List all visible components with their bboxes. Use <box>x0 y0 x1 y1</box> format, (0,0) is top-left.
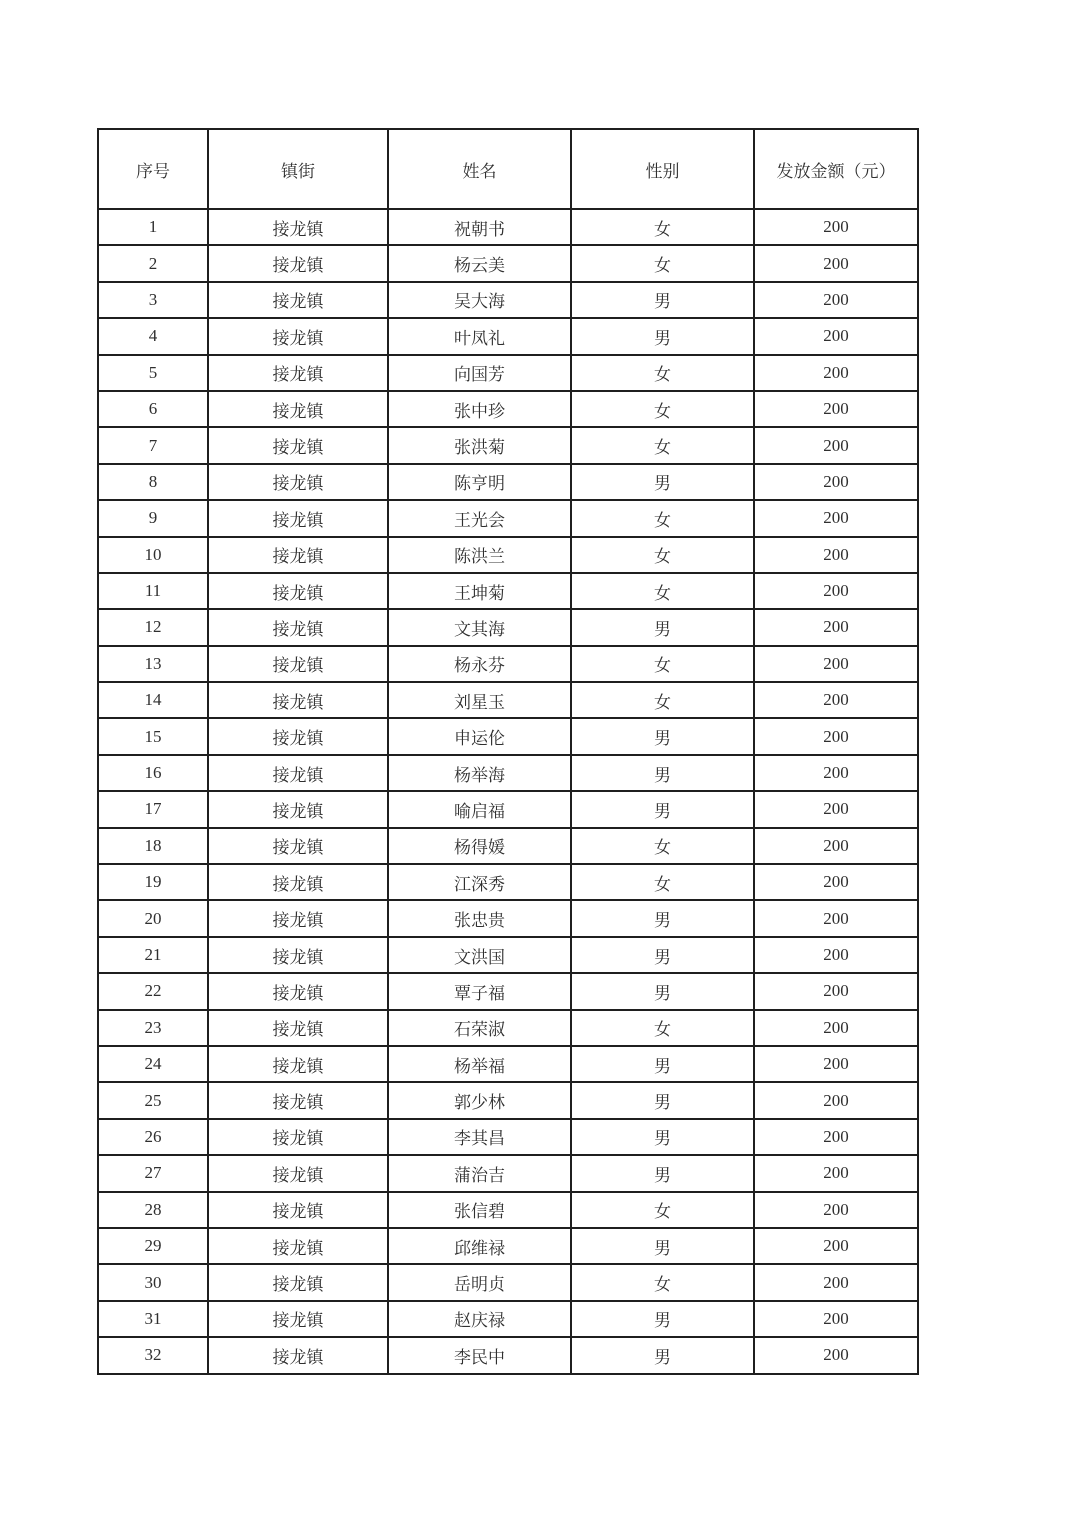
table-row <box>98 1192 918 1228</box>
table-row <box>98 1046 918 1082</box>
cell-amount: 200 <box>754 1155 918 1191</box>
cell-gender: 男 <box>571 282 754 318</box>
cell-gender: 女 <box>571 355 754 391</box>
table-row <box>98 1082 918 1118</box>
cell-serial: 5 <box>98 355 208 391</box>
cell-serial: 12 <box>98 609 208 645</box>
cell-town: 接龙镇 <box>208 900 388 936</box>
cell-gender: 男 <box>571 900 754 936</box>
cell-gender: 女 <box>571 1264 754 1300</box>
cell-town: 接龙镇 <box>208 355 388 391</box>
cell-gender: 男 <box>571 1082 754 1118</box>
cell-town: 接龙镇 <box>208 1155 388 1191</box>
cell-gender: 男 <box>571 937 754 973</box>
cell-gender: 男 <box>571 973 754 1009</box>
cell-gender: 男 <box>571 791 754 827</box>
cell-town: 接龙镇 <box>208 1264 388 1300</box>
cell-town: 接龙镇 <box>208 682 388 718</box>
cell-gender: 女 <box>571 391 754 427</box>
cell-amount: 200 <box>754 973 918 1009</box>
cell-town: 接龙镇 <box>208 1010 388 1046</box>
cell-town: 接龙镇 <box>208 282 388 318</box>
cell-amount: 200 <box>754 937 918 973</box>
cell-serial: 22 <box>98 973 208 1009</box>
cell-serial: 28 <box>98 1192 208 1228</box>
cell-amount: 200 <box>754 609 918 645</box>
cell-amount: 200 <box>754 1337 918 1373</box>
cell-gender: 女 <box>571 864 754 900</box>
cell-gender: 女 <box>571 573 754 609</box>
cell-town: 接龙镇 <box>208 937 388 973</box>
cell-serial: 7 <box>98 427 208 463</box>
cell-town: 接龙镇 <box>208 973 388 1009</box>
table-row <box>98 464 918 500</box>
payment-table <box>97 128 919 1375</box>
cell-town: 接龙镇 <box>208 573 388 609</box>
cell-gender: 男 <box>571 755 754 791</box>
cell-name: 文其海 <box>388 609 571 645</box>
table-row <box>98 718 918 754</box>
table-row <box>98 828 918 864</box>
table-row <box>98 391 918 427</box>
cell-gender: 男 <box>571 318 754 354</box>
cell-amount: 200 <box>754 864 918 900</box>
cell-amount: 200 <box>754 427 918 463</box>
table-row <box>98 755 918 791</box>
cell-name: 张忠贵 <box>388 900 571 936</box>
table-row <box>98 1228 918 1264</box>
cell-amount: 200 <box>754 245 918 281</box>
header-row <box>98 129 918 209</box>
cell-name: 杨得媛 <box>388 828 571 864</box>
cell-amount: 200 <box>754 282 918 318</box>
table-body <box>98 209 918 1374</box>
cell-amount: 200 <box>754 682 918 718</box>
cell-town: 接龙镇 <box>208 1119 388 1155</box>
cell-name: 赵庆禄 <box>388 1301 571 1337</box>
cell-amount: 200 <box>754 791 918 827</box>
cell-name: 郭少林 <box>388 1082 571 1118</box>
cell-name: 江深秀 <box>388 864 571 900</box>
cell-name: 喻启福 <box>388 791 571 827</box>
cell-gender: 女 <box>571 245 754 281</box>
table-row <box>98 1010 918 1046</box>
cell-serial: 2 <box>98 245 208 281</box>
cell-name: 向国芳 <box>388 355 571 391</box>
cell-gender: 女 <box>571 537 754 573</box>
cell-serial: 30 <box>98 1264 208 1300</box>
cell-name: 杨云美 <box>388 245 571 281</box>
cell-amount: 200 <box>754 391 918 427</box>
cell-name: 祝朝书 <box>388 209 571 245</box>
column-header-name: 姓名 <box>388 129 571 209</box>
cell-serial: 4 <box>98 318 208 354</box>
cell-amount: 200 <box>754 1192 918 1228</box>
table-row <box>98 245 918 281</box>
cell-serial: 1 <box>98 209 208 245</box>
cell-gender: 女 <box>571 427 754 463</box>
cell-town: 接龙镇 <box>208 537 388 573</box>
table-row <box>98 427 918 463</box>
cell-town: 接龙镇 <box>208 464 388 500</box>
cell-name: 李其昌 <box>388 1119 571 1155</box>
table-row <box>98 537 918 573</box>
cell-amount: 200 <box>754 464 918 500</box>
table-row <box>98 937 918 973</box>
table-row <box>98 791 918 827</box>
cell-gender: 女 <box>571 682 754 718</box>
cell-town: 接龙镇 <box>208 427 388 463</box>
cell-serial: 11 <box>98 573 208 609</box>
cell-gender: 男 <box>571 1337 754 1373</box>
table-row <box>98 646 918 682</box>
cell-town: 接龙镇 <box>208 864 388 900</box>
cell-town: 接龙镇 <box>208 500 388 536</box>
table-row <box>98 318 918 354</box>
cell-name: 覃子福 <box>388 973 571 1009</box>
table-row <box>98 1301 918 1337</box>
cell-gender: 女 <box>571 828 754 864</box>
cell-name: 李民中 <box>388 1337 571 1373</box>
cell-amount: 200 <box>754 573 918 609</box>
cell-town: 接龙镇 <box>208 1082 388 1118</box>
cell-serial: 15 <box>98 718 208 754</box>
cell-name: 申运伦 <box>388 718 571 754</box>
cell-town: 接龙镇 <box>208 646 388 682</box>
cell-amount: 200 <box>754 1010 918 1046</box>
cell-town: 接龙镇 <box>208 791 388 827</box>
column-header-town: 镇街 <box>208 129 388 209</box>
cell-gender: 女 <box>571 1192 754 1228</box>
cell-serial: 20 <box>98 900 208 936</box>
cell-serial: 18 <box>98 828 208 864</box>
cell-town: 接龙镇 <box>208 718 388 754</box>
cell-name: 张中珍 <box>388 391 571 427</box>
cell-name: 杨举海 <box>388 755 571 791</box>
cell-town: 接龙镇 <box>208 245 388 281</box>
cell-name: 文洪国 <box>388 937 571 973</box>
cell-town: 接龙镇 <box>208 828 388 864</box>
cell-name: 刘星玉 <box>388 682 571 718</box>
cell-name: 邱维禄 <box>388 1228 571 1264</box>
cell-gender: 男 <box>571 1046 754 1082</box>
table-row <box>98 864 918 900</box>
table-row <box>98 1264 918 1300</box>
cell-gender: 女 <box>571 646 754 682</box>
cell-gender: 男 <box>571 1119 754 1155</box>
cell-amount: 200 <box>754 209 918 245</box>
table-row <box>98 973 918 1009</box>
cell-gender: 男 <box>571 1228 754 1264</box>
cell-serial: 8 <box>98 464 208 500</box>
cell-town: 接龙镇 <box>208 209 388 245</box>
table-row <box>98 900 918 936</box>
cell-serial: 16 <box>98 755 208 791</box>
cell-amount: 200 <box>754 646 918 682</box>
cell-town: 接龙镇 <box>208 609 388 645</box>
cell-amount: 200 <box>754 1082 918 1118</box>
table-row <box>98 1155 918 1191</box>
cell-amount: 200 <box>754 900 918 936</box>
cell-serial: 27 <box>98 1155 208 1191</box>
cell-name: 杨举福 <box>388 1046 571 1082</box>
cell-serial: 14 <box>98 682 208 718</box>
cell-town: 接龙镇 <box>208 1337 388 1373</box>
cell-amount: 200 <box>754 1119 918 1155</box>
cell-gender: 女 <box>571 500 754 536</box>
cell-name: 叶凤礼 <box>388 318 571 354</box>
cell-name: 张洪菊 <box>388 427 571 463</box>
cell-name: 吴大海 <box>388 282 571 318</box>
cell-name: 张信碧 <box>388 1192 571 1228</box>
cell-amount: 200 <box>754 1264 918 1300</box>
cell-serial: 6 <box>98 391 208 427</box>
cell-serial: 19 <box>98 864 208 900</box>
cell-name: 陈亨明 <box>388 464 571 500</box>
cell-amount: 200 <box>754 828 918 864</box>
cell-town: 接龙镇 <box>208 755 388 791</box>
table-row <box>98 209 918 245</box>
cell-name: 岳明贞 <box>388 1264 571 1300</box>
cell-amount: 200 <box>754 318 918 354</box>
table-header <box>98 129 918 209</box>
cell-amount: 200 <box>754 1301 918 1337</box>
cell-serial: 24 <box>98 1046 208 1082</box>
cell-name: 蒲治吉 <box>388 1155 571 1191</box>
cell-serial: 17 <box>98 791 208 827</box>
cell-amount: 200 <box>754 755 918 791</box>
cell-gender: 男 <box>571 1155 754 1191</box>
cell-name: 石荣淑 <box>388 1010 571 1046</box>
cell-serial: 23 <box>98 1010 208 1046</box>
cell-name: 王坤菊 <box>388 573 571 609</box>
cell-gender: 男 <box>571 718 754 754</box>
cell-gender: 男 <box>571 609 754 645</box>
cell-town: 接龙镇 <box>208 1046 388 1082</box>
cell-serial: 26 <box>98 1119 208 1155</box>
table-row <box>98 682 918 718</box>
cell-amount: 200 <box>754 500 918 536</box>
column-header-amount: 发放金额（元） <box>754 129 918 209</box>
table-row <box>98 500 918 536</box>
cell-name: 杨永芬 <box>388 646 571 682</box>
table-row <box>98 355 918 391</box>
cell-town: 接龙镇 <box>208 1301 388 1337</box>
cell-serial: 10 <box>98 537 208 573</box>
cell-town: 接龙镇 <box>208 391 388 427</box>
cell-serial: 29 <box>98 1228 208 1264</box>
cell-serial: 13 <box>98 646 208 682</box>
column-header-gender: 性别 <box>571 129 754 209</box>
cell-serial: 3 <box>98 282 208 318</box>
payment-table-container <box>97 128 917 1375</box>
cell-amount: 200 <box>754 537 918 573</box>
cell-town: 接龙镇 <box>208 318 388 354</box>
cell-serial: 31 <box>98 1301 208 1337</box>
cell-serial: 25 <box>98 1082 208 1118</box>
column-header-serial: 序号 <box>98 129 208 209</box>
table-row <box>98 1337 918 1373</box>
cell-gender: 女 <box>571 209 754 245</box>
cell-serial: 9 <box>98 500 208 536</box>
cell-town: 接龙镇 <box>208 1228 388 1264</box>
cell-serial: 21 <box>98 937 208 973</box>
table-row <box>98 573 918 609</box>
cell-serial: 32 <box>98 1337 208 1373</box>
cell-town: 接龙镇 <box>208 1192 388 1228</box>
table-row <box>98 282 918 318</box>
cell-name: 王光会 <box>388 500 571 536</box>
cell-amount: 200 <box>754 355 918 391</box>
cell-amount: 200 <box>754 1046 918 1082</box>
cell-amount: 200 <box>754 718 918 754</box>
table-row <box>98 609 918 645</box>
cell-gender: 女 <box>571 1010 754 1046</box>
cell-gender: 男 <box>571 464 754 500</box>
cell-name: 陈洪兰 <box>388 537 571 573</box>
table-row <box>98 1119 918 1155</box>
cell-gender: 男 <box>571 1301 754 1337</box>
cell-amount: 200 <box>754 1228 918 1264</box>
